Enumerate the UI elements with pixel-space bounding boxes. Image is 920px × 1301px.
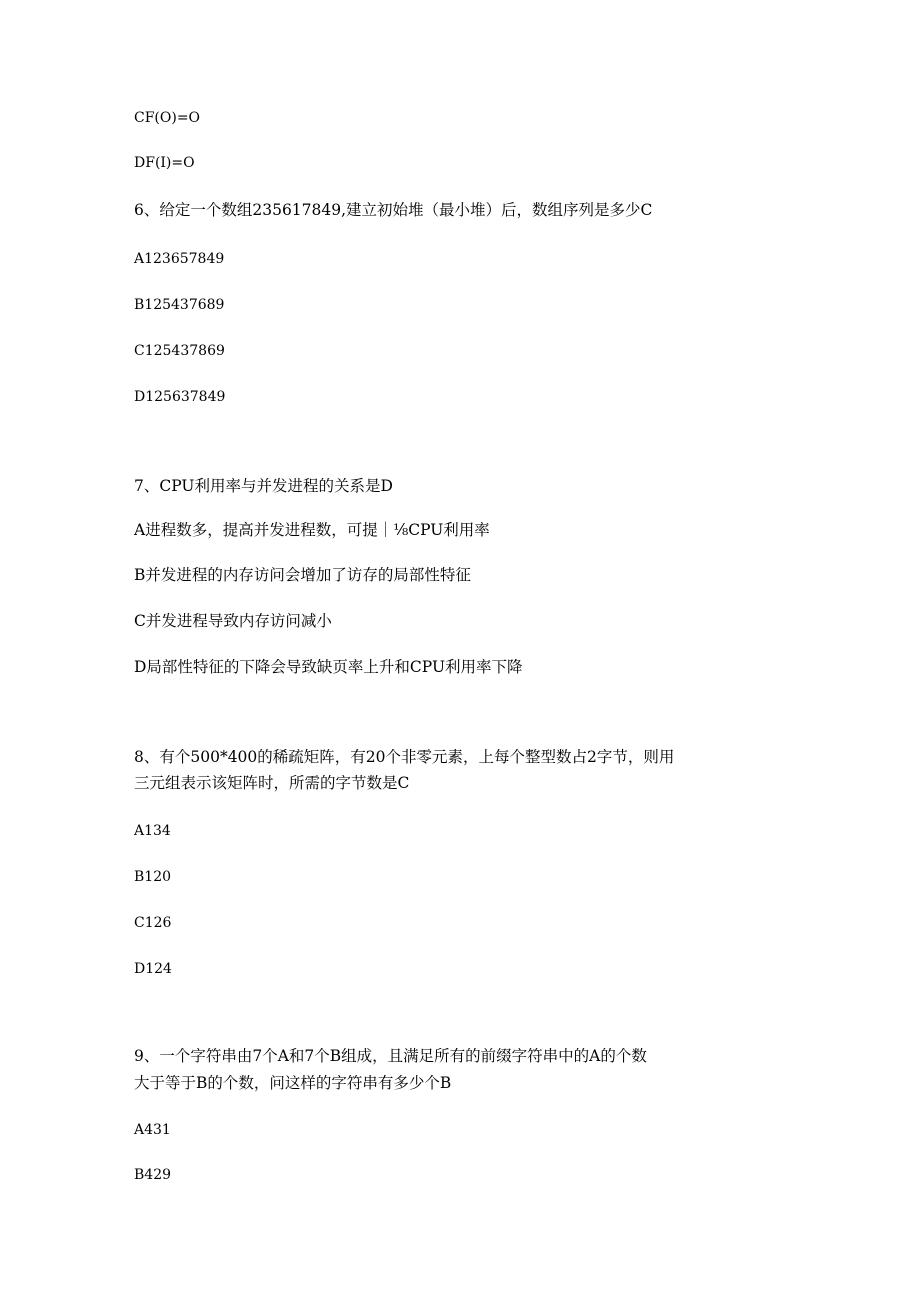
q8-option-b: B120 — [134, 869, 172, 885]
q6-option-d: D125637849 — [134, 389, 226, 405]
q7-option-a: A进程数多，提高并发进程数，可提｜⅛CPU利用率 — [134, 521, 490, 539]
q6-option-c: C125437869 — [134, 343, 225, 359]
q6-question: 6、给定一个数组235617849,建立初始堆（最小堆）后，数组序列是多少C — [134, 201, 653, 219]
q5-option-c: CF(O)=O — [134, 110, 201, 126]
q8-option-a: A134 — [134, 823, 171, 839]
q9-question-line2: 大于等于B的个数，问这样的字符串有多少个B — [134, 1074, 452, 1092]
q9-option-a: A431 — [134, 1122, 171, 1138]
q7-option-c: C并发进程导致内存访问减小 — [134, 612, 332, 630]
q9-option-b: B429 — [134, 1167, 172, 1183]
q8-option-d: D124 — [134, 961, 172, 977]
q9-question-line1: 9、一个字符串由7个A和7个B组成，且满足所有的前缀字符串中的A的个数 — [134, 1047, 647, 1065]
q7-option-b: B并发进程的内存访问会增加了访存的局部性特征 — [134, 566, 471, 584]
q7-option-d: D局部性特征的下降会导致缺页率上升和CPU利用率下降 — [134, 658, 523, 676]
q7-question: 7、CPU利用率与并发进程的关系是D — [134, 477, 393, 495]
q6-option-b: B125437689 — [134, 297, 225, 313]
q8-question-line1: 8、有个500*400的稀疏矩阵，有20个非零元素，上每个整型数占2字节，则用 — [134, 748, 675, 766]
q6-option-a: A123657849 — [134, 251, 225, 267]
q8-question-line2: 三元组表示该矩阵时，所需的字节数是C — [134, 774, 410, 792]
q5-option-d: DF(I)=O — [134, 155, 195, 171]
q8-option-c: C126 — [134, 915, 172, 931]
